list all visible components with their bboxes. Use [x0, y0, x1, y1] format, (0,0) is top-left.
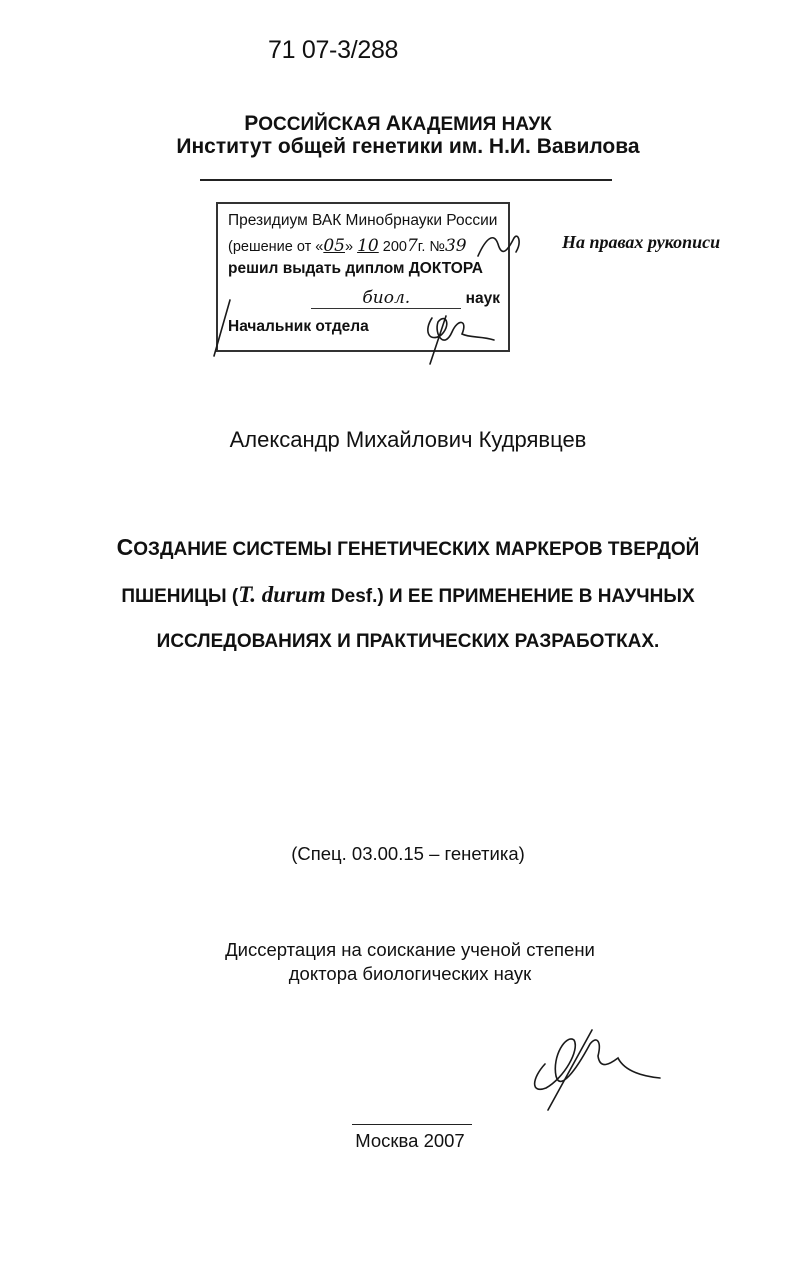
title-line-2-start: ПШЕНИЦЫ ( [121, 586, 239, 607]
stamp-science-suffix: наук [465, 290, 500, 307]
academy-word-2: КАДЕМИЯ НАУК [400, 114, 552, 135]
title-species: T. durum [238, 582, 326, 607]
stamp-signature [428, 316, 494, 364]
academy-initial-1: Р [244, 112, 259, 135]
stamp-number-scribble [478, 236, 519, 256]
title-line-1-rest: ОЗДАНИЕ СИСТЕМЫ ГЕНЕТИЧЕСКИХ МАРКЕРОВ ТВЕРДОЙ [133, 539, 700, 560]
dissertation-line-2: доктора биологических наук [288, 963, 532, 984]
shelf-mark: 71 07-3/288 [268, 36, 399, 64]
stamp-margin-stroke [214, 300, 230, 356]
stamp-date-day: 05 [323, 236, 345, 256]
specialty: (Спец. 03.00.15 – генетика) [291, 843, 525, 864]
academy-initial-2: А [385, 112, 401, 135]
author-name: Александр Михайлович Кудрявцев [229, 427, 587, 452]
title-authority: Desf.) [330, 586, 384, 607]
title-line-3: ИССЛЕДОВАНИЯХ И ПРАКТИЧЕСКИХ РАЗРАБОТКАХ. [156, 631, 660, 652]
stamp-number-prefix: г. № [417, 239, 445, 255]
stamp-line-head: Начальник отдела [228, 318, 369, 335]
dissertation-line-1: Диссертация на соискание ученой степени [225, 939, 595, 960]
title-initial: С [116, 534, 134, 560]
stamp-date-sep: » [344, 239, 354, 255]
stamp-number: 39 [444, 236, 467, 256]
stamp-decision-prefix: (решение от « [228, 239, 324, 255]
author-signature [535, 1030, 660, 1110]
rights-note: На правах рукописи [562, 232, 721, 252]
stamp-line-diploma: решил выдать диплом ДОКТОРА [228, 260, 484, 277]
stamp-field-value: биол. [311, 288, 461, 309]
stamp-date-month: 10 [357, 236, 379, 256]
city-year: Москва 2007 [355, 1130, 465, 1151]
stamp-year-digit: 7 [406, 236, 418, 256]
stamp-year-prefix: 200 [382, 239, 407, 255]
institute-name: Институт общей генетики им. Н.И. Вавилова [176, 135, 640, 158]
stamp-line-presidium: Президиум ВАК Минобрнауки России [228, 212, 498, 229]
academy-word-1: ОССИЙСКАЯ [258, 114, 386, 135]
title-line-2-end: И ЕЕ ПРИМЕНЕНИЕ В НАУЧНЫХ [383, 586, 695, 607]
